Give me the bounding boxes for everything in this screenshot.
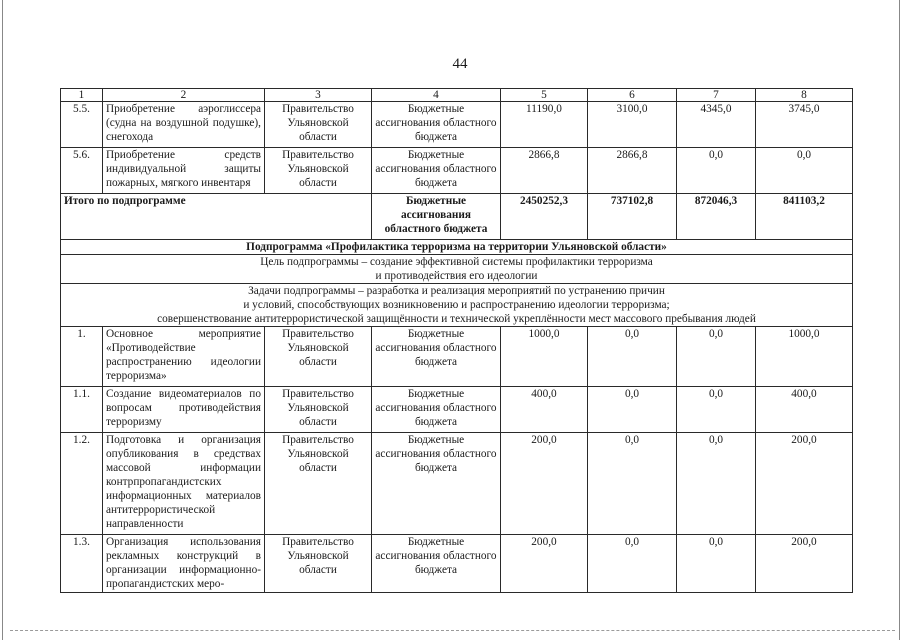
goal-row bbox=[61, 255, 853, 284]
year2-amount: 872046,3 bbox=[677, 194, 756, 240]
measure-name: Организация использования рекламных конструкций в организации информационно-пропагандистских меро- bbox=[103, 535, 265, 593]
year1-amount: 0,0 bbox=[588, 433, 677, 535]
row-number: 5.6. bbox=[61, 148, 103, 194]
scan-edge-left bbox=[2, 0, 3, 640]
row-number: 1.3. bbox=[61, 535, 103, 593]
year3-amount: 200,0 bbox=[756, 535, 853, 593]
executor: Правительство Ульяновской области bbox=[265, 387, 372, 433]
funding-source: Бюджетные ассигнования областного бюджета bbox=[372, 535, 501, 593]
year2-amount: 4345,0 bbox=[677, 102, 756, 148]
year1-amount: 0,0 bbox=[588, 327, 677, 387]
year3-amount: 3745,0 bbox=[756, 102, 853, 148]
total-amount: 2866,8 bbox=[501, 148, 588, 194]
row-number: 5.5. bbox=[61, 102, 103, 148]
table-row bbox=[61, 327, 853, 387]
column-header: 3 bbox=[265, 89, 372, 102]
year1-amount: 2866,8 bbox=[588, 148, 677, 194]
year3-amount: 0,0 bbox=[756, 148, 853, 194]
subprogram-tasks bbox=[61, 284, 853, 327]
table-row bbox=[61, 148, 853, 194]
subprogram-goal bbox=[61, 255, 853, 284]
year2-amount: 0,0 bbox=[677, 535, 756, 593]
column-header: 2 bbox=[103, 89, 265, 102]
subprogram-total-row bbox=[61, 194, 853, 240]
column-header: 5 bbox=[501, 89, 588, 102]
year1-amount: 737102,8 bbox=[588, 194, 677, 240]
measure-name: Приобретение средств индивидуальной защиты пожарных, мягкого инвентаря bbox=[103, 148, 265, 194]
subprogram-title-row bbox=[61, 240, 853, 255]
funding-source: Бюджетные ассигнования областного бюджета bbox=[372, 102, 501, 148]
measure-name: Приобретение аэроглиссера (судна на воздушной подушке), снегохода bbox=[103, 102, 265, 148]
row-number: 1.2. bbox=[61, 433, 103, 535]
funding-source: Бюджетные ассигнования областного бюджета bbox=[372, 387, 501, 433]
row-number: 1. bbox=[61, 327, 103, 387]
tasks-line: и условий, способствующих возникновению и распространению идеологии терроризма; bbox=[243, 299, 670, 311]
executor: Правительство Ульяновской области bbox=[265, 535, 372, 593]
year2-amount: 0,0 bbox=[677, 327, 756, 387]
year2-amount: 0,0 bbox=[677, 148, 756, 194]
year2-amount: 0,0 bbox=[677, 387, 756, 433]
total-amount: 200,0 bbox=[501, 535, 588, 593]
table-row bbox=[61, 102, 853, 148]
year3-amount: 200,0 bbox=[756, 433, 853, 535]
executor: Правительство Ульяновской области bbox=[265, 148, 372, 194]
subprogram-title: Подпрограмма «Профилактика терроризма на территории Ульяновской области» bbox=[61, 240, 853, 255]
funding-source: Бюджетные ассигнования областного бюджета bbox=[372, 148, 501, 194]
funding-source: Бюджетные ассигнования областного бюджета bbox=[372, 194, 501, 240]
column-header: 1 bbox=[61, 89, 103, 102]
budget-table bbox=[60, 88, 853, 593]
year1-amount: 0,0 bbox=[588, 387, 677, 433]
page-number: 44 bbox=[452, 56, 468, 72]
year3-amount: 400,0 bbox=[756, 387, 853, 433]
tasks-line: Задачи подпрограммы – разработка и реализация мероприятий по устранению причин bbox=[248, 285, 665, 297]
column-header: 6 bbox=[588, 89, 677, 102]
goal-line: и противодействия его идеологии bbox=[375, 270, 538, 282]
total-label: Итого по подпрограмме bbox=[61, 194, 372, 240]
column-header: 4 bbox=[372, 89, 501, 102]
scan-edge-bottom bbox=[10, 630, 895, 632]
funding-source: Бюджетные ассигнования областного бюджета bbox=[372, 433, 501, 535]
tasks-line: совершенствование антитеррористической защищённости и технической укреплённости мест массового пребывания людей bbox=[157, 313, 756, 325]
measure-name: Создание видеоматериалов по вопросам противодействия терроризму bbox=[103, 387, 265, 433]
goal-line: Цель подпрограммы – создание эффективной системы профилактики терроризма bbox=[260, 256, 653, 268]
table-row bbox=[61, 387, 853, 433]
total-amount: 2450252,3 bbox=[501, 194, 588, 240]
measure-name: Основное мероприятие «Противодействие распространению идеологии терроризма» bbox=[103, 327, 265, 387]
year1-amount: 3100,0 bbox=[588, 102, 677, 148]
total-amount: 400,0 bbox=[501, 387, 588, 433]
measure-name: Подготовка и организация опубликования в средствах массовой информации контрпропагандистских информационных материалов антитеррористической направленности bbox=[103, 433, 265, 535]
row-number: 1.1. bbox=[61, 387, 103, 433]
executor: Правительство Ульяновской области bbox=[265, 433, 372, 535]
tasks-row bbox=[61, 284, 853, 327]
executor: Правительство Ульяновской области bbox=[265, 102, 372, 148]
column-header-row bbox=[61, 89, 853, 102]
funding-source: Бюджетные ассигнования областного бюджета bbox=[372, 327, 501, 387]
total-amount: 1000,0 bbox=[501, 327, 588, 387]
column-header: 8 bbox=[756, 89, 853, 102]
total-amount: 11190,0 bbox=[501, 102, 588, 148]
table-row bbox=[61, 535, 853, 593]
scan-edge-right bbox=[899, 0, 900, 640]
year3-amount: 841103,2 bbox=[756, 194, 853, 240]
year2-amount: 0,0 bbox=[677, 433, 756, 535]
executor: Правительство Ульяновской области bbox=[265, 327, 372, 387]
column-header: 7 bbox=[677, 89, 756, 102]
year3-amount: 1000,0 bbox=[756, 327, 853, 387]
year1-amount: 0,0 bbox=[588, 535, 677, 593]
table-row bbox=[61, 433, 853, 535]
total-amount: 200,0 bbox=[501, 433, 588, 535]
